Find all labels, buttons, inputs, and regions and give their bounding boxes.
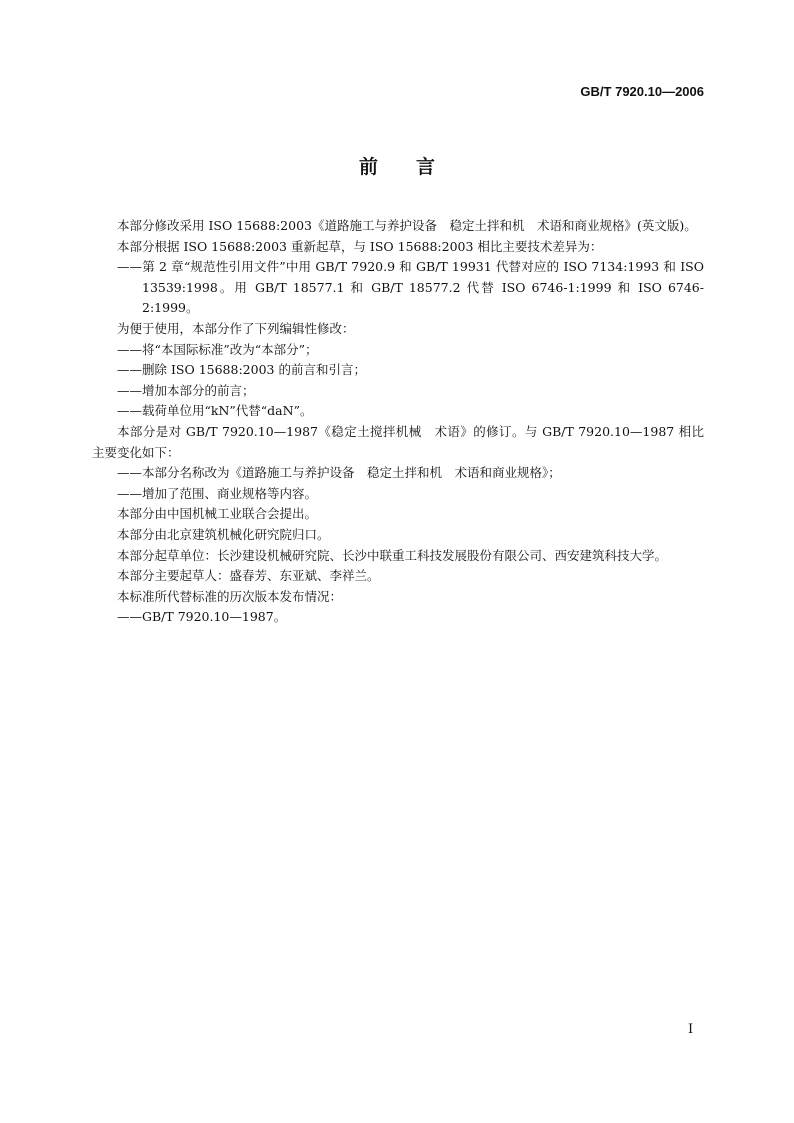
list-item: ——载荷单位用“kN”代替“daN”。 <box>117 403 313 419</box>
list-item: ——GB/T 7920.10—1987。 <box>117 609 287 625</box>
body-paragraph: 本标准所代替标准的历次版本发布情况： <box>117 588 343 604</box>
standard-number: GB/T 7920.10—2006 <box>580 84 704 99</box>
list-item: ——增加了范围、商业规格等内容。 <box>117 485 318 501</box>
body-paragraph: 本部分是对 GB/T 7920.10—1987《稳定土搅拌机械 术语》的修订。与 GB/T 7920.10—1987 相比主要变化如下： <box>92 423 704 460</box>
body-paragraph: 本部分修改采用 ISO 15688:2003《道路施工与养护设备 稳定土拌和机 术语和商业规格》(英文版)。 <box>117 218 697 233</box>
body-paragraph: 本部分主要起草人：盛春芳、东亚斌、李祥兰。 <box>117 568 380 584</box>
body-paragraph: 本部分起草单位：长沙建设机械研究院、长沙中联重工科技发展股份有限公司、西安建筑科技大学。 <box>117 547 668 563</box>
body-paragraph: 本部分由中国机械工业联合会提出。 <box>117 506 318 522</box>
list-item: ——增加本部分的前言； <box>117 382 255 398</box>
list-item: ——第 2 章“规范性引用文件”中用 GB/T 7920.9 和 GB/T 19931 代替对应的 ISO 7134:1993 和 ISO 13539:1998。用 GB/T 18577.1 和 GB/T 18577.2 代替 ISO 6746-1:1999 和 ISO 6746-2:1999。 <box>117 259 704 316</box>
list-item: ——本部分名称改为《道路施工与养护设备 稳定土拌和机 术语和商业规格》； <box>117 465 561 481</box>
list-item: ——将“本国际标准”改为“本部分”； <box>117 341 318 357</box>
document-body <box>92 216 704 628</box>
page-number: I <box>688 1022 694 1037</box>
list-item: ——删除 ISO 15688:2003 的前言和引言； <box>117 362 366 378</box>
page-title: 前言 <box>358 156 473 178</box>
body-paragraph: 为便于使用，本部分作了下列编辑性修改： <box>117 320 355 336</box>
body-paragraph: 本部分由北京建筑机械化研究院归口。 <box>117 526 330 542</box>
body-paragraph: 本部分根据 ISO 15688:2003 重新起草，与 ISO 15688:2003 相比主要技术差异为： <box>117 238 603 254</box>
